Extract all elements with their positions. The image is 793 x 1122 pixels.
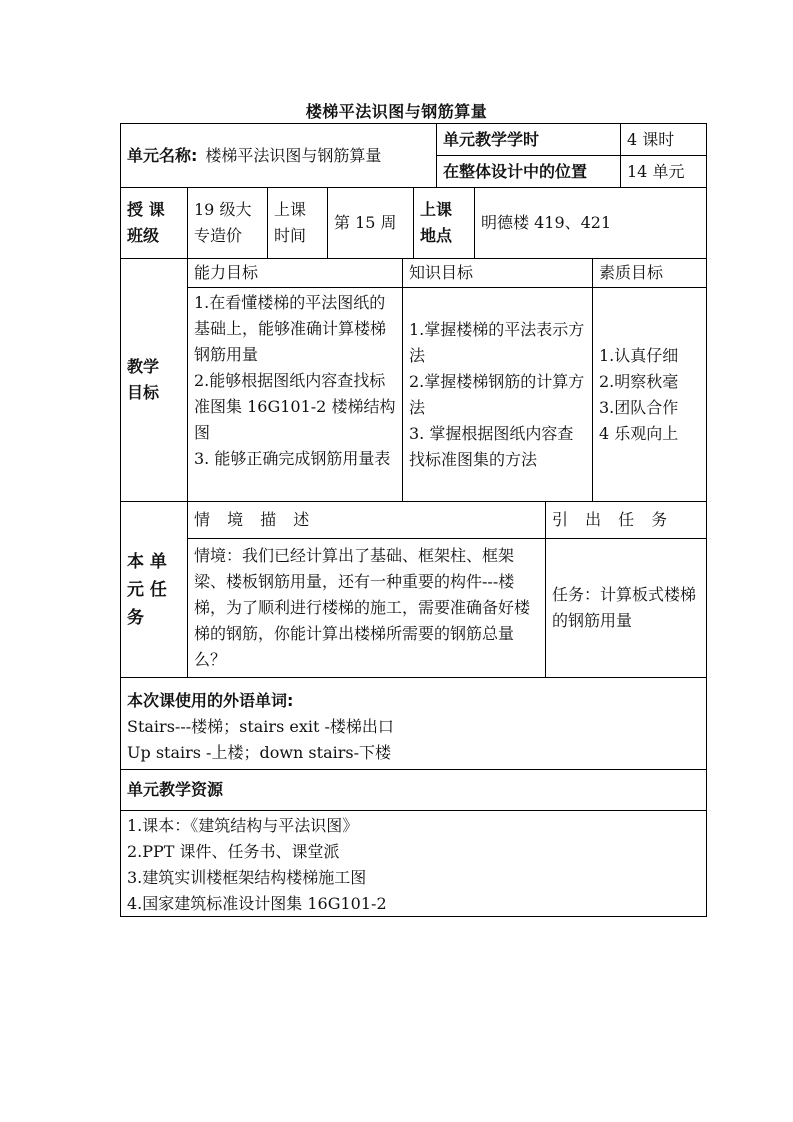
position-label: 在整体设计中的位置 [436, 155, 621, 188]
knowledge-text: 1.掌握楼梯的平法表示方法 2.掌握楼梯钢筋的计算方法 3. 掌握根据图纸内容查找标准图集的方法 [402, 287, 593, 502]
time-value: 第 15 周 [327, 187, 414, 259]
unit-name-cell [120, 123, 437, 188]
resource-item: 1.课本：《建筑结构与平法识图》 [127, 816, 359, 835]
place-value: 明德楼 419、421 [474, 187, 707, 259]
position-value: 14 单元 [620, 155, 707, 188]
quality-text: 1.认真仔细 2.明察秋毫 3.团队合作 4 乐观向上 [592, 287, 707, 502]
vocab-line-1: Stairs---楼梯；stairs exit -楼梯出口 [127, 717, 394, 736]
class-label: 授 课 班级 [120, 187, 188, 259]
hours-value: 4 课时 [620, 123, 707, 156]
scenario-text: 情境：我们已经计算出了基础、框架柱、框架梁、楼板钢筋用量，还有一种重要的构件---楼梯，为了顺利进行楼梯的施工，需要准确备好楼梯的钢筋，你能计算出楼梯所需要的钢筋总量么？ [187, 538, 546, 678]
task-label: 本 单 元 任 务 [120, 501, 188, 678]
vocab-line-2: Up stairs -上楼；down stairs-下楼 [127, 743, 391, 762]
resource-item: 4.国家建筑标准设计图集 16G101-2 [127, 894, 387, 913]
ability-text: 1.在看懂楼梯的平法图纸的基础上，能够准确计算楼梯钢筋用量 2.能够根据图纸内容查找标准图集 16G101-2 楼梯结构图 3. 能够正确完成钢筋用量表 [187, 287, 403, 502]
task-text: 任务：计算板式楼梯的钢筋用量 [545, 538, 707, 678]
objectives-label: 教学 目标 [120, 258, 188, 502]
unit-name-value: 楼梯平法识图与钢筋算量 [205, 145, 382, 165]
knowledge-header: 知识目标 [402, 258, 593, 288]
vocab-label: 本次课使用的外语单词: [127, 691, 294, 710]
task-header: 引 出 任 务 [545, 501, 707, 539]
quality-header: 素质目标 [592, 258, 707, 288]
class-value: 19 级大 专造价 [187, 187, 268, 259]
unit-name-label: 单元名称: [127, 145, 198, 165]
resource-item: 2.PPT 课件、任务书、课堂派 [127, 842, 340, 861]
ability-header: 能力目标 [187, 258, 403, 288]
document-title: 楼梯平法识图与钢筋算量 [305, 102, 488, 121]
hours-label: 单元教学学时 [436, 123, 621, 156]
time-label: 上课 时间 [267, 187, 328, 259]
resources-list [120, 810, 707, 917]
resource-item: 3.建筑实训楼框架结构楼梯施工图 [127, 868, 367, 887]
vocab-section [120, 677, 707, 770]
place-label: 上课 地点 [413, 187, 475, 259]
resources-label: 单元教学资源 [120, 769, 707, 811]
scenario-header: 情 境 描 述 [187, 501, 546, 539]
